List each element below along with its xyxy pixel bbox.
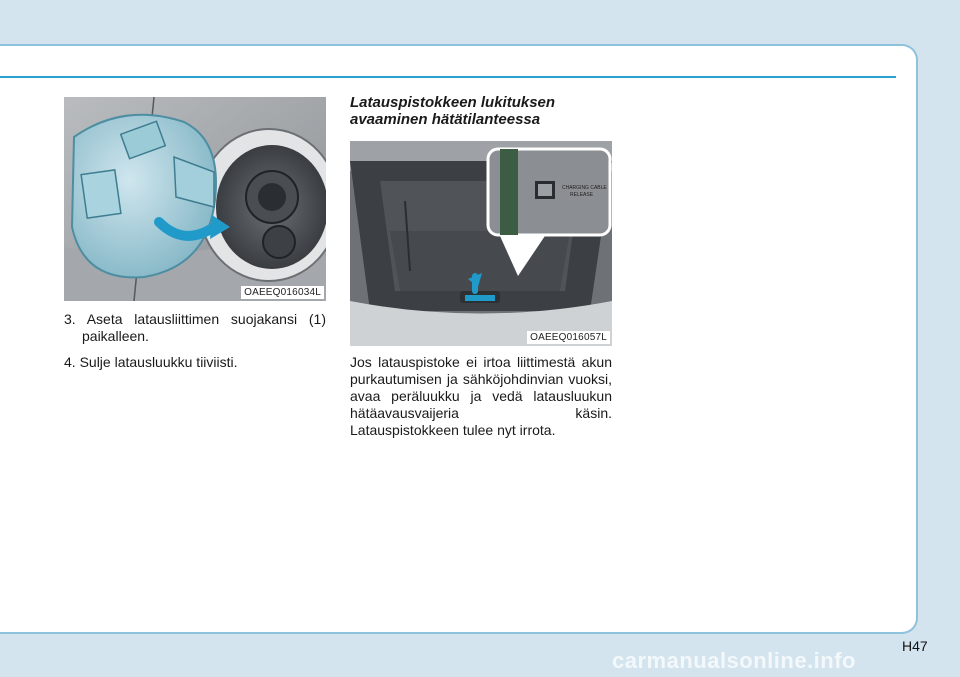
inset-label-line-2: RELEASE	[570, 192, 594, 198]
charging-port-illustration	[64, 97, 326, 301]
step-4: 4. Sulje latausluukku tiiviisti.	[64, 354, 238, 370]
header-rule	[0, 76, 896, 78]
figure-charging-port-cover	[64, 97, 326, 301]
figure-code-2: OAEEQ016057L	[527, 331, 610, 344]
step-list	[64, 311, 326, 380]
section-heading: Latauspistokkeen lukituksen avaaminen hätätilanteessa	[350, 94, 556, 128]
figure-luggage-compartment	[350, 141, 612, 346]
figure-code: OAEEQ016034L	[241, 286, 324, 299]
body-paragraph: Jos latauspistoke ei irtoa liittimestä akun purkautumisen ja sähköjohdinvian vuoksi, avaa peräluukku ja vedä latausluukun hätäavausvaijeria käsin. Latauspistokkeen tulee nyt irrota.	[350, 354, 612, 438]
luggage-compartment-illustration	[350, 141, 612, 346]
page-number: H47	[902, 638, 928, 654]
step-3: 3. Aseta latausliittimen suojakansi (1) paikalleen.	[64, 311, 326, 344]
watermark: carmanualsonline.info	[612, 648, 856, 673]
inset-label-line-1: CHARGING CABLE	[562, 185, 607, 191]
